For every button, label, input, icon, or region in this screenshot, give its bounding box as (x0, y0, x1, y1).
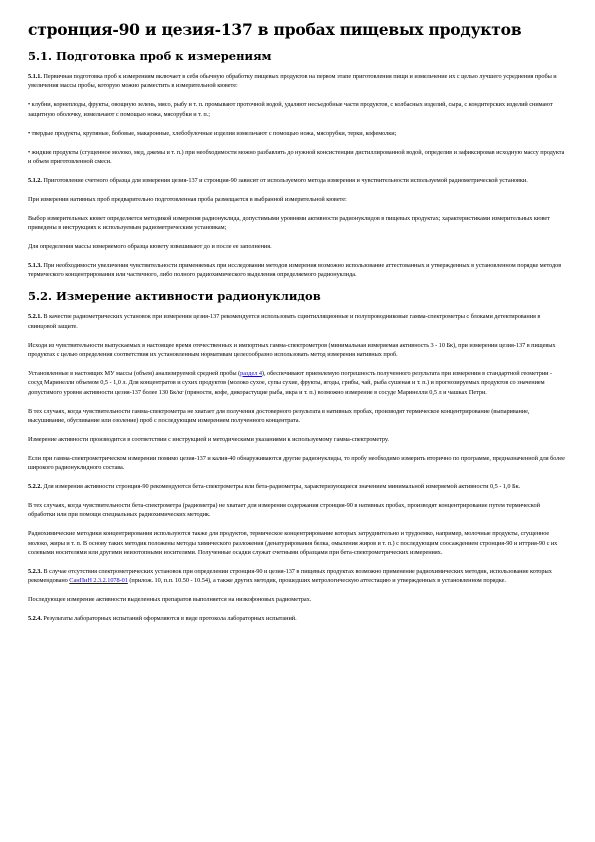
clause-number: 5.2.4. (28, 615, 42, 623)
paragraph-text: В качестве радиометрических установок при измерении цезия-137 рекомендуется использовать сцинтилляционные и полупроводниковые гамма-спектрометры с блоками детектирования в свинцовой защите. (28, 313, 541, 330)
section-heading-5-2: 5.2. Измерение активности радионуклидов (28, 289, 321, 304)
paragraph-5-1-1 (28, 72, 567, 91)
bullet-item: • жидкие продукты (сгущенное молоко, мед, джемы и т. п.) при необходимости можно разбавлять до нужной консистенции дистиллированной водой, определив и зафиксировав исходную массу продукта и объем приготовленной смеси. (28, 148, 565, 165)
paragraph-text: (прилож. 10, п.п. 10.50 - 10.54), а также других методик, прошедших метрологическую аттестацию и утвержденных в установленном порядке. (127, 577, 506, 585)
paragraph-text: В случае отсутствия спектрометрических установок при определении стронция-90 и цезия-137 в пищевых продуктах возможно применение радиохимических методик, использование которых рекомендовано (28, 568, 552, 585)
paragraph: При измерении нативных проб предварительно подготовленная проба размещается в выбранной измерительной кювете: (28, 195, 347, 203)
page-title: стронция-90 и цезия-137 в пробах пищевых продуктов (28, 20, 522, 39)
paragraph-text: Установленные в настоящих МУ массы (объем) анализируемой средней пробы ( (28, 369, 241, 377)
clause-number: 5.1.1. (28, 73, 42, 80)
paragraph-text: Результаты лабораторных испытаний оформляются в виде протокола лабораторных испытаний. (43, 615, 297, 623)
sanpin-link[interactable]: СанПиН 2.3.2.1078-01 (69, 577, 128, 585)
paragraph: В тех случаях, когда чувствительности бета-спектрометра (радиометра) не хватает для измерения содержания стронция-90 в нативных пробах, производят концентрирование путем термической обработки или при помощи специальных радиохимических методик. (28, 501, 540, 519)
section-heading-5-1: 5.1. Подготовка проб к измерениям (28, 49, 272, 63)
paragraph-5-2-2 (28, 482, 567, 491)
paragraph-5-2-3 (28, 567, 567, 586)
paragraph-text: Для измерения активности стронция-90 рекомендуются бета-спектрометры или бета-радиометры, характеризующиеся значением минимальной измеряемой активности 0,5 - 1,0 Бк. (43, 483, 521, 491)
clause-number: 5.2.3. (28, 568, 42, 575)
paragraph-text: При необходимости увеличения чувствительности применяемых при исследовании методов измерения возможно использование аттестованных и утвержденных в установленном порядке методов термического концентрирования или частичного, либо полного радиохимического выделения определяемого радионуклида. (28, 261, 562, 279)
paragraph-5-2-1 (28, 312, 567, 331)
section-4-link[interactable]: раздел 4 (240, 369, 262, 377)
paragraph-text: Первичная подготовка проб к измерениям включает в себя обычную обработку пищевых продуктов на первом этапе приготовления пищи и измельчение их с целью лучшего усреднения пробы и увеличения массы пробы, которую можно разместить в измерительной кювете: (28, 73, 557, 90)
paragraph-text: Приготовление счетного образца для измерения цезия-137 и стронция-90 зависит от используемого метода измерения и чувствительности используемой радиометрической установки. (43, 176, 528, 184)
paragraph-text: ), обеспечивают приемлемую погрешность полученного результата при измерении в стандартной геометрии - сосуд Маринелли объемом 0,5 - 1,0 л. Для концентратов и сухих продуктов (молоко сухое, супы сухие, фрукты, ягоды, грибы, чай, рыба сушеная и т. п.) и прогнозируемых продуктов со значением допустимого уровня активности цезия-137 более 130 Бк/кг (пряности, кофе, дикорастущие рыба, икра и т. п.) возможно измерение в сосуде Маринелли 0,5 л и чашках Петри. (28, 369, 553, 396)
paragraph: Выбор измерительных кювет определяется методикой измерения радионуклида, допустимыми уровнями активности радионуклидов в пищевых продуктах; характеристиками измерительных кювет приведены в инструкциях к используемым радиометрическим установкам; (28, 214, 550, 232)
paragraph: Исходя из чувствительности выпускаемых в настоящее время отечественных и импортных гамма-спектрометров (минимальная измеряемая активность 3 - 10 Бк), при измерении цезия-137 в пищевых продуктах с целью определения соответствия их установленным нормативам целесообразно использовать метод измерения нативных проб. (28, 341, 556, 358)
bullet-item: • клубни, корнеплоды, фрукты, овощную зелень, мясо, рыбу и т. п. промывают проточной водой, удаляют несъедобные части продуктов, с колбасных изделий, сыра, с кондитерских изделий снимают защитную оболочку, измельчают с помощью ножа, мясорубки и т. п.; (28, 101, 553, 118)
clause-number: 5.1.3. (28, 261, 42, 269)
paragraph (28, 369, 567, 397)
clause-number: 5.1.2. (28, 176, 42, 184)
clause-number: 5.2.2. (28, 483, 42, 491)
paragraph: В тех случаях, когда чувствительности гамма-спектрометра не хватает для получения достоверного результата в нативных пробах, производят термическое концентрирование (выпаривание, высушивание, обугливание или озоление) проб с последующим измерением полученного концентрата. (28, 407, 530, 424)
paragraph-5-1-2 (28, 176, 567, 185)
paragraph: Радиохимические методики концентрирования используются также для продуктов, термическое концентрирование которых затруднительно и трудоемко, например, молочные продукты, сгущенное молоко, жиры и т. п. В основу таких методик положены методы химического разложения (денатурирования белка, омыления жиров и т. п.) с последующим соосаждением стронция-90 и иттрия-90 с их солевыми носителями или другими неизотопными носителями. Полученные осадки служат счетными образцами при бета-спектрометрических измерениях. (28, 530, 558, 557)
paragraph: Для определения массы измеряемого образца кювету взвешивают до и после ее заполнения. (28, 242, 272, 250)
paragraph: Последующее измерение активности выделенных препаратов выполняется на низкофоновых радиометрах. (28, 596, 312, 604)
bullet-item: • твердые продукты, крупяные, бобовые, макаронные, хлебобулочные изделия измельчают с помощью ножа, мясорубки, терки, кофемолки; (28, 129, 397, 137)
paragraph-5-1-3 (28, 261, 567, 280)
paragraph-5-2-4 (28, 614, 567, 623)
paragraph: Если при гамма-спектрометрическом измерении помимо цезия-137 и калия-40 обнаруживаются другие радионуклиды, то пробу необходимо измерить вторично по программе, предназначенной для более широкого радионуклидного состава. (28, 454, 565, 472)
clause-number: 5.2.1. (28, 313, 42, 321)
paragraph: Измерение активности производится в соответствии с инструкцией и методическими указаниями к используемому гамма-спектрометру. (28, 435, 389, 443)
